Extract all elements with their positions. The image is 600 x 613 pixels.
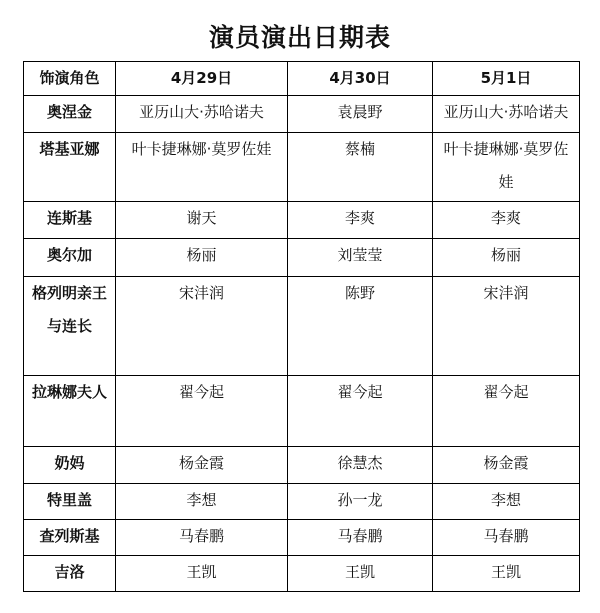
cast-cell: 王凯 — [433, 556, 580, 592]
cast-cell: 王凯 — [116, 556, 288, 592]
table-row — [24, 484, 580, 520]
role-line: 与连长 — [46, 317, 92, 335]
table-row — [24, 277, 580, 376]
header-role: 饰演角色 — [24, 62, 116, 96]
cast-cell: 宋沣润 — [116, 277, 288, 376]
cast-cell: 翟今起 — [288, 376, 433, 447]
role-cell: 吉洛 — [24, 556, 116, 592]
table-row — [24, 520, 580, 556]
table-row — [24, 239, 580, 277]
cast-cell: 李想 — [116, 484, 288, 520]
cast-cell: 李爽 — [433, 202, 580, 239]
role-cell: 拉琳娜夫人 — [24, 376, 116, 447]
table-row — [24, 447, 580, 484]
cast-cell: 徐慧杰 — [288, 447, 433, 484]
cast-cell: 叶卡捷琳娜·莫罗佐娃 — [116, 133, 288, 202]
cast-cell: 叶卡捷琳娜·莫罗佐娃 — [433, 133, 580, 202]
table-row — [24, 133, 580, 202]
header-date-3: 5月1日 — [433, 62, 580, 96]
cast-cell: 杨金霞 — [116, 447, 288, 484]
role-cell — [24, 277, 116, 376]
cast-cell: 亚历山大·苏哈诺夫 — [433, 96, 580, 133]
role-cell: 奥尔加 — [24, 239, 116, 277]
cast-cell: 马春鹏 — [288, 520, 433, 556]
header-date-2: 4月30日 — [288, 62, 433, 96]
table-row — [24, 202, 580, 239]
cast-cell: 翟今起 — [433, 376, 580, 447]
table-header-row — [24, 62, 580, 96]
cast-cell: 陈野 — [288, 277, 433, 376]
table-row — [24, 376, 580, 447]
cast-cell: 孙一龙 — [288, 484, 433, 520]
role-cell: 塔基亚娜 — [24, 133, 116, 202]
cast-cell: 杨丽 — [433, 239, 580, 277]
cast-schedule-table — [23, 61, 580, 592]
cast-cell: 杨丽 — [116, 239, 288, 277]
cast-cell: 马春鹏 — [433, 520, 580, 556]
role-line: 格列明亲王 — [31, 284, 107, 302]
cast-cell: 宋沣润 — [433, 277, 580, 376]
cast-cell: 李想 — [433, 484, 580, 520]
table-row — [24, 556, 580, 592]
cast-cell: 李爽 — [288, 202, 433, 239]
cast-cell: 袁晨野 — [288, 96, 433, 133]
cast-cell: 刘莹莹 — [288, 239, 433, 277]
role-cell: 奥涅金 — [24, 96, 116, 133]
role-cell: 奶妈 — [24, 447, 116, 484]
table-row — [24, 96, 580, 133]
role-cell: 查列斯基 — [24, 520, 116, 556]
header-date-1: 4月29日 — [116, 62, 288, 96]
cast-cell: 翟今起 — [116, 376, 288, 447]
cast-cell: 杨金霞 — [433, 447, 580, 484]
role-cell: 连斯基 — [24, 202, 116, 239]
cast-cell: 马春鹏 — [116, 520, 288, 556]
role-cell: 特里盖 — [24, 484, 116, 520]
cast-cell: 谢天 — [116, 202, 288, 239]
cast-cell: 亚历山大·苏哈诺夫 — [116, 96, 288, 133]
cast-cell: 王凯 — [288, 556, 433, 592]
cast-cell: 蔡楠 — [288, 133, 433, 202]
page-title: 演员演出日期表 — [208, 23, 391, 52]
